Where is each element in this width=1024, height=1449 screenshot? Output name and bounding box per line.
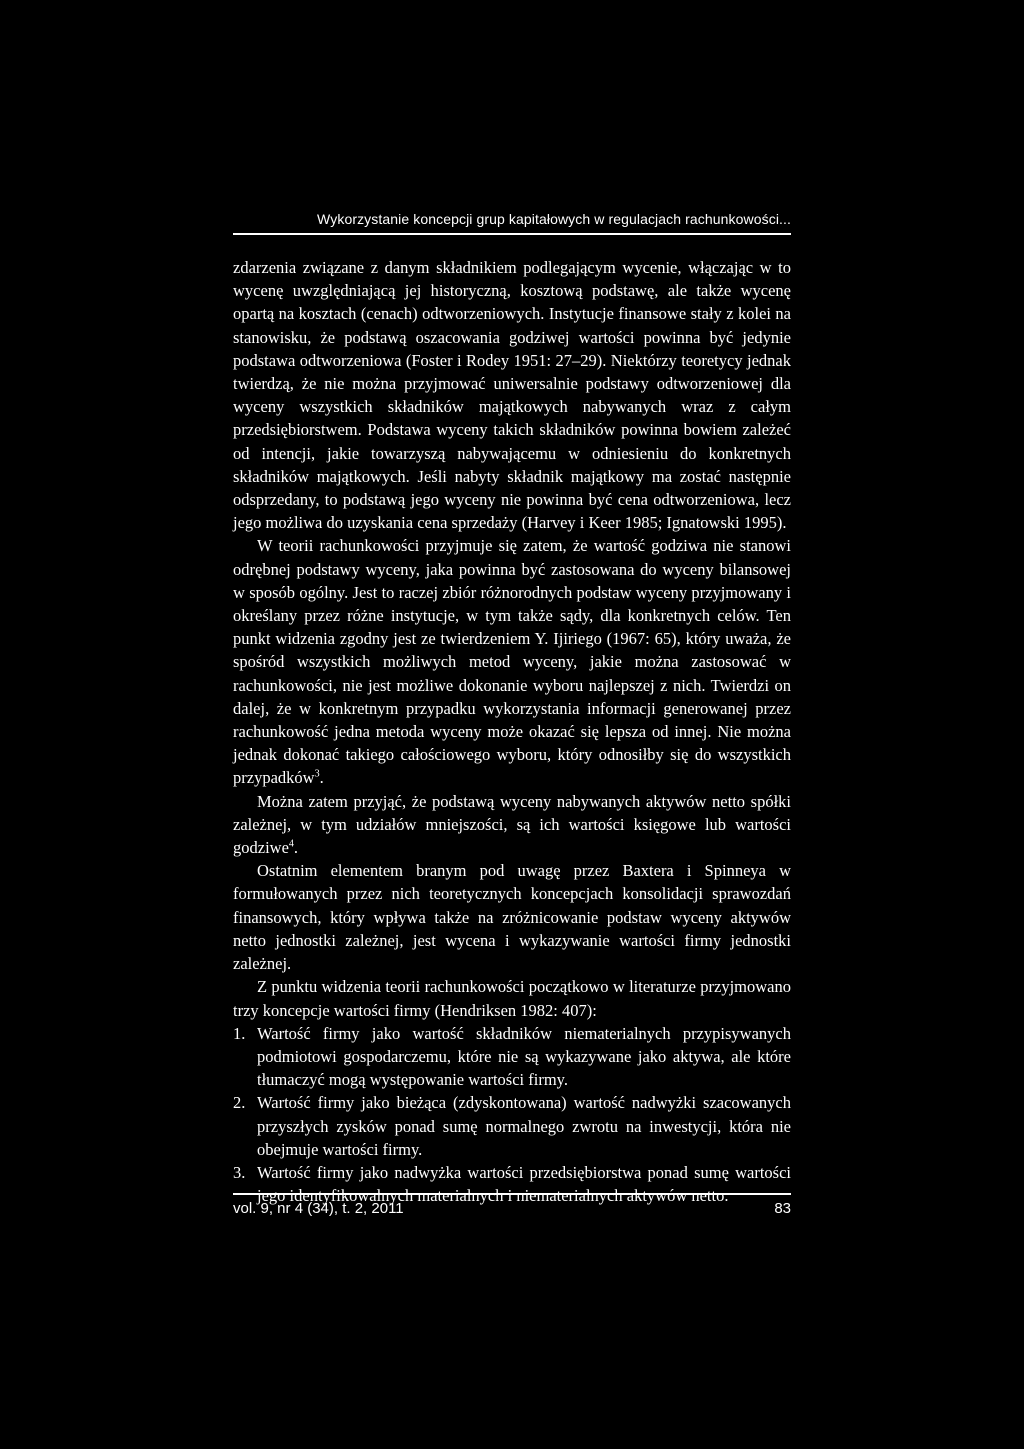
- list-item-number: 2.: [233, 1093, 246, 1113]
- document-page: [233, 0, 791, 1449]
- list-item-number: 3.: [233, 1162, 246, 1182]
- journal-info: vol. 9, nr 4 (34), t. 2, 2011: [233, 1200, 404, 1217]
- paragraph-3-text: Można zatem przyjąć, że podstawą wyceny nabywanych aktywów netto spółki zależnej, w tym udziałów mniejszości, są ich wartości księgowe lub wartości godziwe: [233, 791, 791, 858]
- paragraph-5: Z punktu widzenia teorii rachunkowości początkowo w literaturze przyjmowano trzy koncepcje wartości firmy (Hendriksen 1982: 407):: [233, 977, 791, 1020]
- paragraph-3-end: .: [293, 838, 299, 858]
- paragraph-2-text: W teorii rachunkowości przyjmuje się zatem, że wartość godziwa nie stanowi odrębnej podstawy wyceny, jaka powinna być zastosowana do wyceny bilansowej w sposób ogólny. Jest to raczej zbiór różnorodnych podstaw wyceny przyjmowany i określany przez różne instytucje, w tym także sądy, dla konkretnych celów. Ten punkt widzenia zgodny jest ze twierdzeniem Y. Ijiriego (1967: 65), który uważa, że spośród wszystkich możliwych metod wyceny, jakie można zastosować w rachunkowości, nie jest możliwe dokonanie wyboru najlepszej z nich. Twierdzi on dalej, że w konkretnym przypadku wykorzystania informacji generowanej przez rachunkowość jedna metoda wyceny może okazać się lepsza od innej. Nie można jednak dokonać takiego całościowego wyboru, który odnosiłby się do wszystkich przypadków: [233, 536, 791, 788]
- list-item-number: 1.: [233, 1023, 246, 1043]
- running-header: Wykorzystanie koncepcji grup kapitałowych w regulacjach rachunkowości...: [317, 211, 791, 227]
- paragraph-2-end: .: [319, 768, 324, 788]
- page-number: 83: [774, 1200, 791, 1217]
- paragraph-4: Ostatnim elementem branym pod uwagę przez Baxtera i Spinneya w formułowanych przez nich teoretycznych koncepcjach konsolidacji sprawozdań finansowych, który wpływa także na zróżnicowanie podstaw wyceny aktywów netto jednostki zależnej, jest wycena i wykazywanie wartości firmy jednostki zależnej.: [233, 861, 791, 974]
- goodwill-concepts-list: [233, 1022, 791, 1208]
- footnote-ref-3[interactable]: 3: [314, 768, 320, 780]
- footnote-ref-4[interactable]: 4: [288, 838, 294, 850]
- header-divider: [233, 233, 791, 235]
- body-text: [233, 256, 791, 1207]
- list-item-text: Wartość firmy jako nadwyżka wartości przedsiębiorstwa ponad sumę wartości jego identyfikowalnych materialnych i niematerialnych aktywów netto.: [257, 1162, 791, 1206]
- paragraph-1: zdarzenia związane z danym składnikiem podlegającym wycenie, włączając w to wycenę uwzględniającą jej historyczną, kosztową podstawę, ale także wycenę opartą na kosztach (cenach) odtworzeniowych. Instytucje finansowe stały z kolei na stanowisku, że podstawą oszacowania godziwej wartości powinna być jedynie podstawa odtworzeniowa (Foster i Rodey 1951: 27–29). Niektórzy teoretycy jednak twierdzą, że nie można przyjmować uniwersalnie podstawy odtworzeniowej dla wyceny wszystkich składników majątkowych nabywanych wraz z całym przedsiębiorstwem. Podstawa wyceny takich składników powinna bowiem zależeć od intencji, jakie towarzyszą nabywającemu w odniesieniu do konkretnych składników majątkowych. Jeśli nabyty składnik majątkowy ma zostać następnie odsprzedany, to podstawą jego wyceny nie powinna być cena odtworzeniowa, lecz jego możliwa do uzyskania cena sprzedaży (Harvey i Keer 1985; Ignatowski 1995).: [233, 258, 791, 533]
- list-item: [233, 1022, 791, 1092]
- list-item: [233, 1091, 791, 1161]
- paragraph-2: [233, 534, 791, 789]
- paragraph-3: [233, 790, 791, 860]
- list-item-text: Wartość firmy jako bieżąca (zdyskontowana) wartość nadwyżki szacowanych przyszłych zysków ponad sumę normalnego zwrotu na inwestycji, która nie obejmuje wartości firmy.: [257, 1093, 791, 1159]
- footer-divider: [233, 1193, 791, 1195]
- list-item-text: Wartość firmy jako wartość składników niematerialnych przypisywanych podmiotowi gospodarczemu, które nie są wykazywane jako aktywa, ale które tłumaczyć mogą występowanie wartości firmy.: [257, 1023, 791, 1090]
